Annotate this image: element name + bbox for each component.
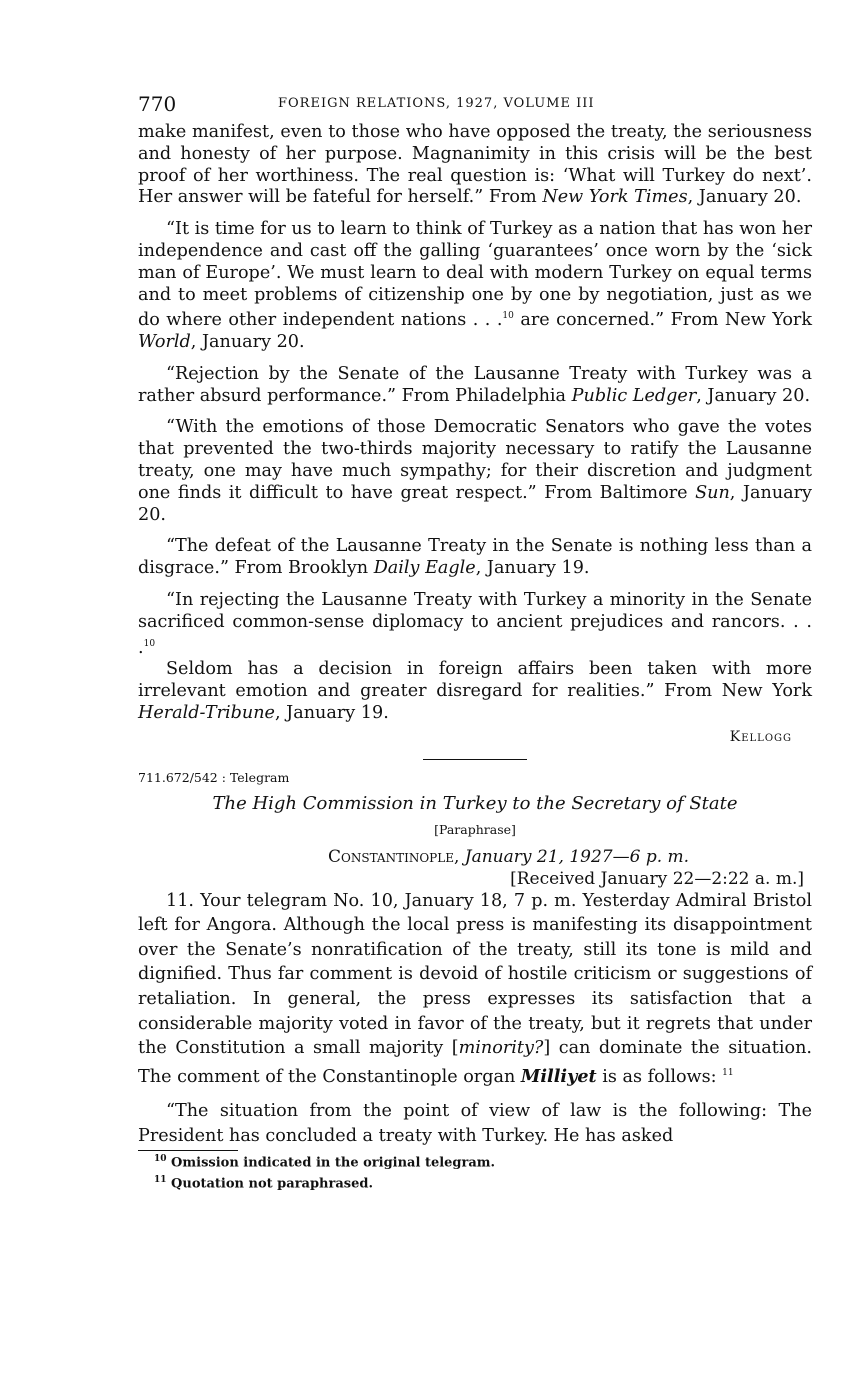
paraphrase-tag: [Paraphrase] (434, 821, 516, 837)
page-header (138, 92, 812, 122)
quote-paragraph-5: “The defeat of the Lausanne Treaty in the Senate is nothing less than a disgrace.” From Brooklyn Daily Eagle, January 19. (138, 536, 812, 579)
quote-paragraph-3: “Rejection by the Senate of the Lausanne Treaty with Turkey was a rather absurd performance.” From Philadelphia Public Ledger, January 20. (138, 363, 812, 406)
telegram-body: 11. Your telegram No. 10, January 18, 7 p. m. Yesterday Admiral Bristol left for Angora. Although the local press is manifesting its disappointment over the Senate’s nonratification of the treaty, still its tone is mild and dignified. Thus far comment is devoid of hostile criticism or suggestions of retaliation. In general, the press expresses its satisfaction that a considerable majority voted in favor of the treaty, but it regrets that under the Constitution a small majority [minority?] can dominate the situation. The comment of the Constantinople organ Milliyet is as follows: $^{11}$ (138, 890, 812, 1087)
footnote-11: $^{11}$ Quotation not paraphrased. (154, 1174, 373, 1192)
page-number: 770 (138, 92, 177, 116)
running-title: FOREIGN RELATIONS, 1927, VOLUME III (278, 96, 595, 111)
document-page (138, 92, 812, 1192)
signature: Kellogg (729, 728, 792, 745)
document-title: The High Commission in Turkey to the Secretary of State (212, 792, 738, 814)
quote-paragraph-6: “In rejecting the Lausanne Treaty with Turkey a minority in the Senate sacrificed common-sense diplomacy to ancient prejudices and rancors. . . .$^{10}$ (138, 590, 812, 658)
file-number: 711.672/542 : Telegram (138, 769, 290, 785)
quote-paragraph-2: “It is time for us to learn to think of Turkey as a nation that has won her independence and cast off the galling ‘guarantees’ once worn by the ‘sick man of Europe’. We must learn to deal with modern Turkey on equal terms and to meet problems of citizenship one by one by negotiation, just as we do where other independent nations . . .$^{10}$ are concerned.” From New York World, January 20. (138, 219, 813, 353)
dateline: Constantinople, January 21, 1927—6 p. m. (328, 846, 690, 867)
quote-paragraph-1: make manifest, even to those who have opposed the treaty, the seriousness and honesty of her purpose. Magnanimity in this crisis will be the best proof of her worthiness. The real question is: ‘What will Turkey do next’. Her answer will be fateful for herself.” From New York Times, January 20. (138, 122, 812, 208)
quote-paragraph-4: “With the emotions of those Democratic Senators who gave the votes that prevented the two-thirds majority necessary to ratify the Lausanne treaty, one may have much sympathy; for their discretion and judgment one finds it difficult to have great respect.” From Baltimore Sun, January 20. (138, 417, 812, 525)
received-line: [Received January 22—2:22 a. m.] (510, 868, 804, 889)
footnote-10: $^{10}$ Omission indicated in the original telegram. (154, 1154, 496, 1171)
quote-paragraph-7: Seldom has a decision in foreign affairs been taken with more irrelevant emotion and greater disregard for realities.” From New York Herald-Tribune, January 19. (138, 659, 812, 723)
section-divider (423, 759, 527, 760)
telegram-quote: “The situation from the point of view of law is the following: The President has concluded a treaty with Turkey. He has asked (138, 1101, 812, 1146)
